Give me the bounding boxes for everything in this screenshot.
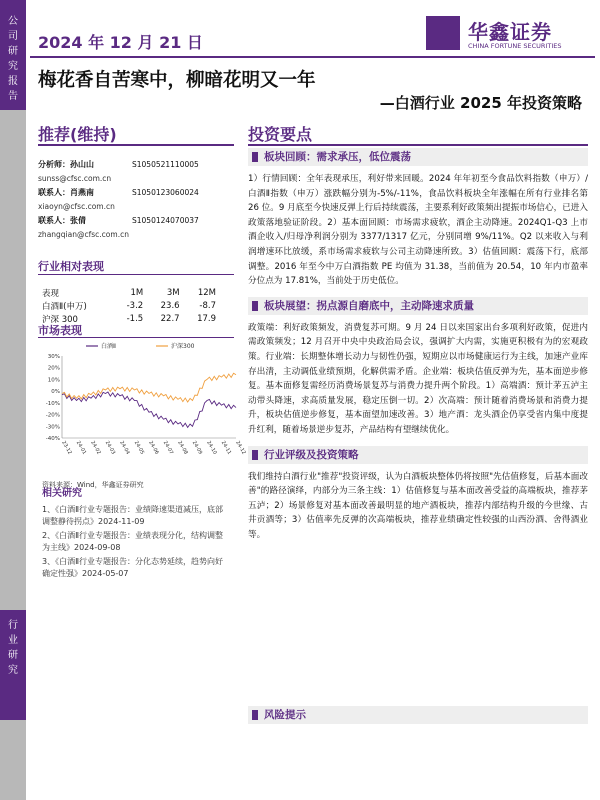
section-heading: 板块展望：拐点源自磨底中，主动降速求质量 (248, 297, 588, 315)
section-text: 政策端：利好政策频发，消费复苏可期。9 月 24 日以来国家出台多项利好政策，促进内需政策频发；12 月召开中央中央政治局会议，强调扩大内需，实施更积极有为的宏观政策。行业端：长期整体增长动力与韧性仍强，短期应以市场健康运行为主线，加速产业库存出清，主动调低业绩预期，化解供需矛盾。企业端：板块估值反弹为先，基本面逆步修复。基本面修复需经历消费场景复苏与消费力提升两个阶段。1）高端酒：预计茅五泸主动带头降速，求高质量发展，稳定压倒一切。2）次高端：预计随着消费场景和消费力提升，板块估值逆步修复，基本面望加速改善。3）地产酒：龙头酒企仍享受省内集中度提升红利，随着场景逆步复苏，产品结构有望继续优化。 (248, 322, 588, 435)
chart-title: 市场表现 (38, 324, 82, 337)
analyst-email[interactable]: zhangqian@cfsc.com.cn (38, 230, 129, 239)
chart-source: 资料来源：Wind，华鑫证券研究 (42, 481, 144, 489)
table-header: 表现 1M 3M 12M (42, 287, 216, 299)
rating: 推荐(维持) (38, 125, 117, 144)
report-date: 2024 年 12 月 21 日 (38, 33, 203, 52)
perf-divider (38, 274, 234, 275)
x-tick-label: 24-08 (176, 440, 189, 456)
x-tick-label: 24-06 (147, 440, 160, 456)
x-tick-label: 24-02 (89, 440, 102, 456)
report-link[interactable]: 2、《白酒Ⅱ行业专题报告：业绩表现分化，结构调整为主线》2024-09-08 (42, 531, 224, 552)
y-tick-label: -20% (45, 412, 60, 419)
logo-text: 华鑫证券 (468, 20, 552, 44)
report-link[interactable]: 3、《白酒Ⅱ行业专题报告：分化态势延续，趋势向好确定性强》2024-05-07 (42, 557, 224, 578)
series-line-0 (62, 392, 236, 427)
sidebar-report-type: 公 司 研 究 报 告 (0, 0, 26, 110)
table-row: 白酒Ⅱ(申万) -3.2 23.6 -8.7 (42, 300, 216, 312)
legend-label: 白酒Ⅱ (101, 343, 116, 350)
analyst-code: S1050124070037 (132, 216, 199, 225)
table-row: 沪深 300 -1.5 22.7 17.9 (42, 313, 216, 325)
y-tick-label: -10% (45, 400, 60, 407)
x-tick-label: 24-05 (132, 440, 146, 456)
x-tick-label: 23-12 (60, 440, 73, 456)
x-tick-label: 24-04 (118, 440, 131, 456)
y-tick-label: 30% (47, 354, 60, 360)
analyst-row: 联系人：张倩 S1050124070037 (38, 214, 234, 228)
y-tick-label: 10% (47, 377, 60, 384)
analyst-row: 联系人：肖燕南 S1050123060024 (38, 186, 234, 200)
risk-section (248, 706, 588, 730)
logo-mark-icon (426, 16, 460, 50)
x-tick-label: 24-03 (103, 440, 117, 456)
logo-english: CHINA FORTUNE SECURITIES (468, 42, 562, 50)
analyst-code: S1050521110005 (132, 160, 199, 169)
title-divider (30, 56, 595, 58)
x-tick-label: 24-07 (161, 440, 175, 456)
rating-divider (38, 144, 234, 146)
related-reports-title: 相关研究 (42, 488, 82, 499)
x-tick-label: 24-11 (219, 440, 233, 456)
market-chart (36, 338, 247, 466)
highlights-divider (248, 144, 588, 146)
perf-table (42, 286, 222, 325)
sidebar-category: 行 业 研 究 (0, 610, 26, 720)
analyst-row: 分析师：孙山山 S1050521110005 (38, 158, 234, 172)
y-tick-label: 0% (51, 389, 60, 396)
risk-heading: 风险提示 (248, 706, 588, 724)
legend-label: 沪深300 (171, 343, 195, 350)
x-tick-label: 24-09 (190, 440, 204, 456)
x-tick-label: 24-10 (205, 440, 218, 456)
x-tick-label: 24-12 (234, 440, 247, 456)
analyst-email[interactable]: xiaoyn@cfsc.com.cn (38, 202, 115, 211)
analyst-code: S1050123060024 (132, 188, 199, 197)
related-reports (42, 474, 228, 582)
analyst-list (38, 158, 234, 242)
section-heading: 板块回顾：需求承压，低位震荡 (248, 148, 588, 166)
report-link[interactable]: 1、《白酒Ⅱ行业专题报告：业绩降速渠道减压，底部调整静待拐点》2024-11-09 (42, 505, 224, 526)
x-tick-label: 24-01 (74, 440, 88, 456)
section-heading: 行业评级及投资策略 (248, 446, 588, 464)
y-tick-label: -30% (45, 424, 60, 431)
section-text: 1）行情回顾：全年表现承压，利好带来回暖。2024 年年初至今食品饮料指数（申万）/白酒Ⅱ指数（申万）涨跌幅分别为-5%/-11%，食品饮料板块全年涨幅在所有行业排名第 26 位。9 月底至今快速反弹上行后持续震荡，主要系利好政策频出提振市场信心，已进入政策落地验证阶段。2）基本面回顾：市场需求疲软，酒企主动降速。2024Q1-Q3 上市酒企收入/归母净利润分别为 3377/1317 亿元，分别同增 9%/11%。Q2 以来收入与利润增速环比放缓，系市场需求疲软与公司主动降速所致。3）估值回顾：震荡下行，底部调整。2016 年至今中万白酒指数 PE 均值为 31.38，当前值为 20.54，10 年内市盈率分位点为 17.81%，当前处于历史低位。 (248, 174, 588, 287)
company-logo (426, 14, 588, 54)
sidebar (0, 0, 26, 800)
report-subtitle: —白酒行业 2025 年投资策略 (379, 94, 582, 112)
y-tick-label: -40% (45, 436, 60, 442)
perf-title: 行业相对表现 (38, 260, 104, 273)
analyst-email[interactable]: sunss@cfsc.com.cn (38, 174, 112, 183)
section-text: 我们维持白酒行业"推荐"投资评级，认为白酒板块整体仍将按照"先估值修复，后基本面改善"的路径演绎，内部分为三条主线：1）估值修复与基本面改善受益的高端板块，推荐茅五泸；2）场景修复对基本面改善最明显的地产酒板块，推荐内部结构升级的今世缘、古井贡酒等；3）估值率先反弹的次高端板块，推荐业绩确定性较强的山西汾酒、舍得酒业等。 (248, 471, 588, 540)
y-tick-label: 20% (47, 365, 60, 372)
highlights-body (248, 148, 588, 550)
report-title: 梅花香自苦寒中，柳暗花明又一年 (38, 70, 316, 91)
invest-highlights-heading: 投资要点 (248, 125, 313, 144)
